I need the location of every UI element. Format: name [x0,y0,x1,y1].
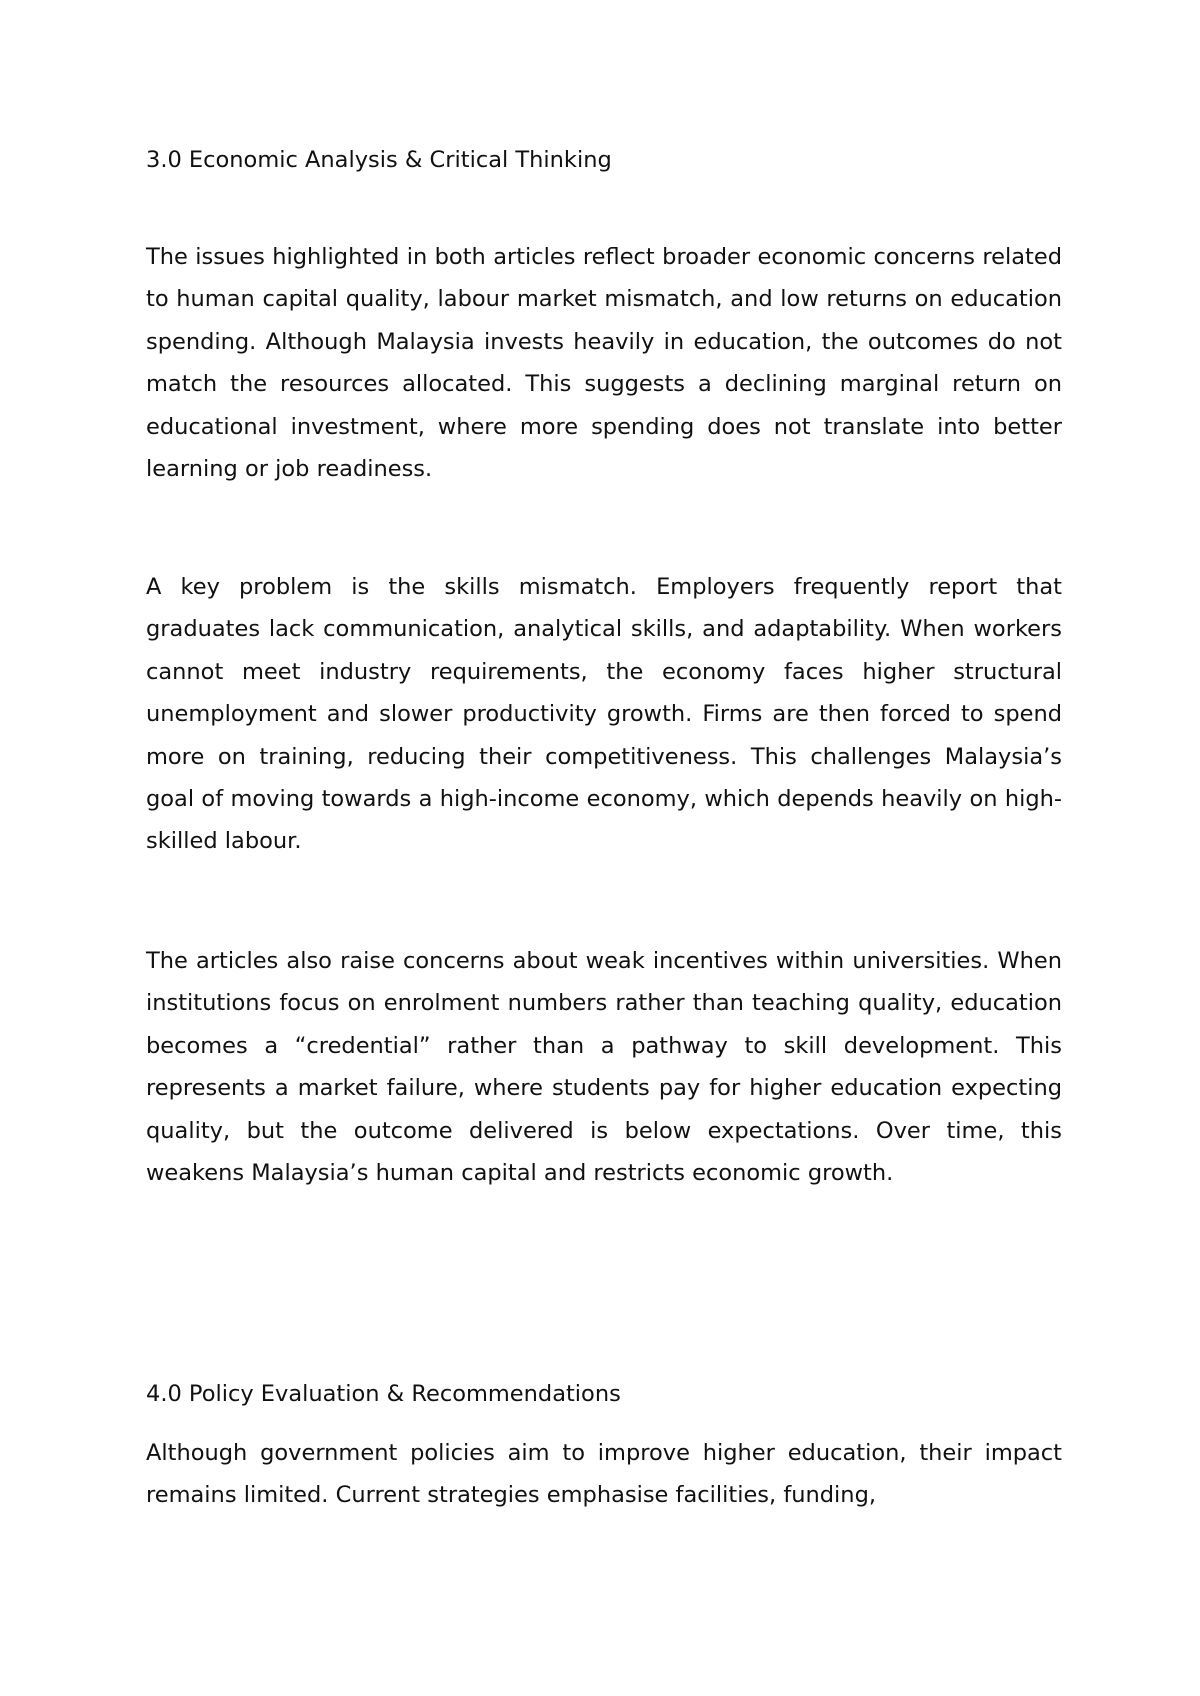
paragraph-policy-impact: Although government policies aim to improve higher education, their impact remains limited. Current strategies emphasise facilities, funding, [146,1440,1062,1509]
section-heading-economic-analysis: 3.0 Economic Analysis & Critical Thinking [146,147,612,173]
section-heading-policy-evaluation: 4.0 Policy Evaluation & Recommendations [146,1381,621,1407]
paragraph-weak-incentives: The articles also raise concerns about weak incentives within universities. When institutions focus on enrolment numbers rather than teaching quality, education becomes a “credential” rather than a pathway to skill development. This represents a market failure, where students pay for higher education expecting quality, but the outcome delivered is below expectations. Over time, this weakens Malaysia’s human capital and restricts economic growth. [146,948,1062,1187]
paragraph-skills-mismatch: A key problem is the skills mismatch. Employers frequently report that graduates lack communication, analytical skills, and adaptability. When workers cannot meet industry requirements, the economy faces higher structural unemployment and slower productivity growth. Firms are then forced to spend more on training, reducing their competitiveness. This challenges Malaysia’s goal of moving towards a high-income economy, which depends heavily on high-skilled labour. [146,574,1062,855]
document-page [146,0,1062,1696]
paragraph-human-capital: The issues highlighted in both articles reflect broader economic concerns related to human capital quality, labour market mismatch, and low returns on education spending. Although Malaysia invests heavily in education, the outcomes do not match the resources allocated. This suggests a declining marginal return on educational investment, where more spending does not translate into better learning or job readiness. [146,244,1062,483]
